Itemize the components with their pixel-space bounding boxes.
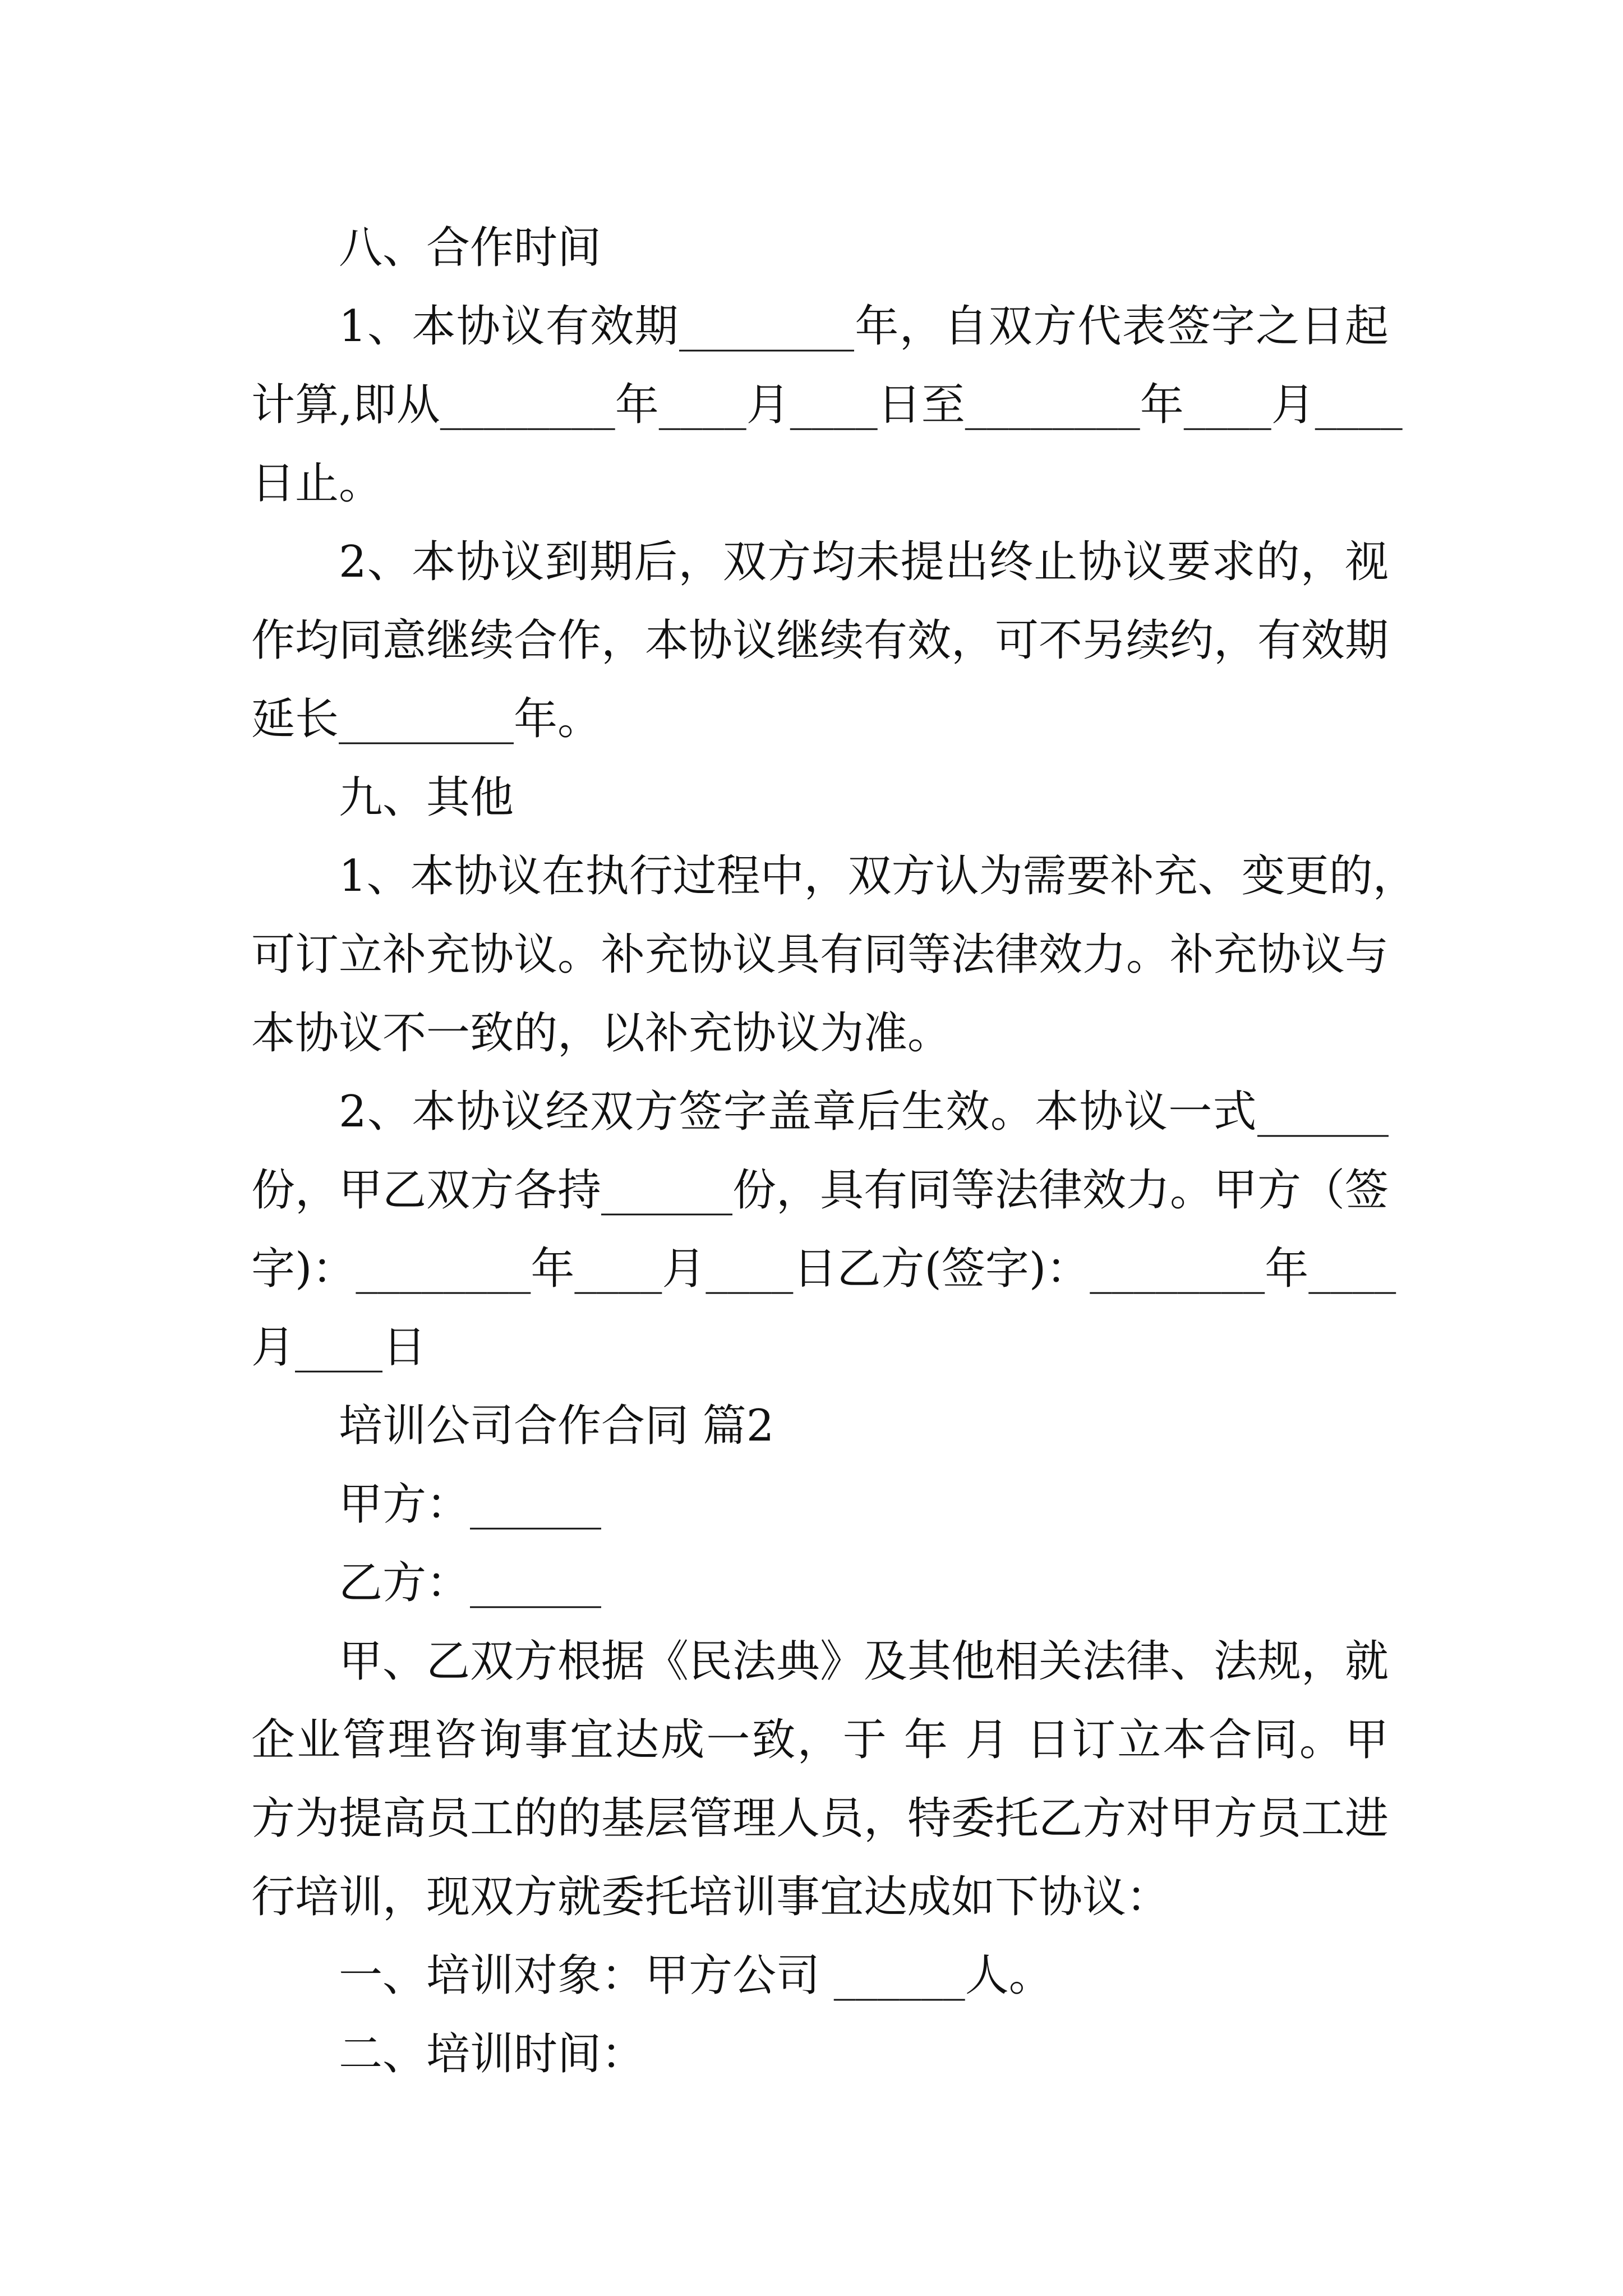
- paragraph-line: 2、本协议经双方签字盖章后生效。本协议一式______: [339, 1087, 1389, 1137]
- paragraph-line: 延长________年。: [251, 694, 602, 744]
- party-b-line: 乙方：______: [339, 1558, 602, 1608]
- section-heading: 一、培训对象：甲方公司 ______人。: [339, 1950, 1053, 2001]
- paragraph-line: 日止。: [251, 458, 383, 509]
- paragraph-line: 字)：________年____月____日乙方(签字)：________年____: [251, 1244, 1396, 1294]
- paragraph-line: 企业管理咨询事宜达成一致，于 年 月 日订立本合同。甲: [251, 1715, 1389, 1765]
- paragraph-line: 计算,即从________年____月____日至________年____月____: [251, 380, 1403, 430]
- section-heading: 八、合作时间: [339, 223, 602, 273]
- paragraph-line: 本协议不一致的，以补充协议为准。: [251, 1008, 952, 1059]
- paragraph-line: 月____日: [251, 1322, 427, 1373]
- paragraph-line: 2、本协议到期后，双方均未提出终止协议要求的，视: [339, 537, 1389, 587]
- paragraph-line: 作均同意继续合作，本协议继续有效，可不另续约，有效期: [251, 615, 1389, 666]
- party-a-line: 甲方：______: [339, 1479, 602, 1530]
- section-heading: 九、其他: [339, 772, 514, 823]
- paragraph-line: 份，甲乙双方各持______份，具有同等法律效力。甲方（签: [251, 1165, 1389, 1216]
- contract-title: 培训公司合作合同 篇2: [339, 1401, 774, 1451]
- document-body: [251, 209, 1417, 2093]
- paragraph-line: 可订立补充协议。补充协议具有同等法律效力。补充协议与: [251, 930, 1389, 980]
- paragraph-line: 甲、乙双方根据《民法典》及其他相关法律、法规，就: [339, 1636, 1389, 1687]
- section-heading: 二、培训时间：: [339, 2029, 645, 2079]
- paragraph-line: 1、本协议有效期________年，自双方代表签字之日起: [339, 301, 1389, 352]
- paragraph-line: 方为提高员工的的基层管理人员，特委托乙方对甲方员工进: [251, 1793, 1389, 1844]
- paragraph-line: 1、本协议在执行过程中，双方认为需要补充、变更的，: [339, 851, 1417, 901]
- paragraph-line: 行培训，现双方就委托培训事宜达成如下协议：: [251, 1872, 1170, 1922]
